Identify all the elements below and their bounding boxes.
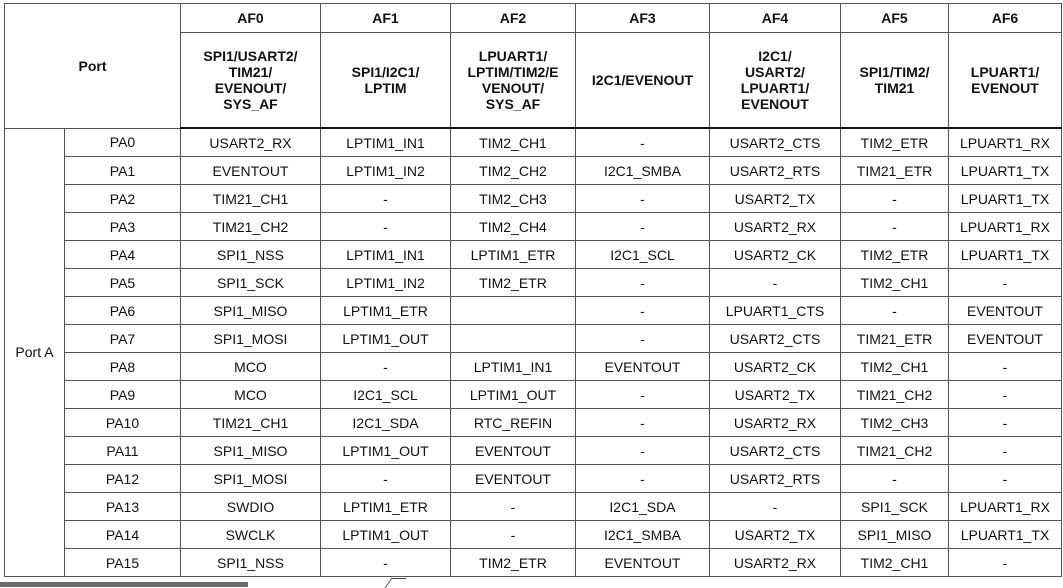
af-name-row xyxy=(5,4,1062,33)
af4-cell: USART2_CTS xyxy=(710,128,841,157)
table-row xyxy=(5,185,1062,213)
af3-cell: I2C1_SDA xyxy=(576,493,710,521)
af6-cell: EVENTOUT xyxy=(949,297,1062,325)
af6-cell: LPUART1_RX xyxy=(949,493,1062,521)
af4-cell: - xyxy=(710,269,841,297)
alternate-function-table xyxy=(4,3,1062,577)
table-row xyxy=(5,353,1062,381)
table-row xyxy=(5,128,1062,157)
table-row xyxy=(5,409,1062,437)
af6-functions: LPUART1/ EVENOUT xyxy=(949,33,1062,129)
table-header xyxy=(5,4,1062,129)
af2-cell: LPTIM1_IN1 xyxy=(451,353,576,381)
af0-cell: SPI1_MISO xyxy=(181,437,321,465)
af0-cell: SWCLK xyxy=(181,521,321,549)
af4-cell: USART2_CTS xyxy=(710,325,841,353)
af0-cell: SPI1_NSS xyxy=(181,549,321,577)
af1-cell: - xyxy=(321,185,451,213)
af1-cell: I2C1_SCL xyxy=(321,381,451,409)
af3-cell: - xyxy=(576,185,710,213)
af5-cell: TIM2_CH1 xyxy=(841,269,949,297)
af0-cell: SPI1_MOSI xyxy=(181,465,321,493)
af3-cell: - xyxy=(576,297,710,325)
af2-cell: TIM2_CH4 xyxy=(451,213,576,241)
table-row xyxy=(5,325,1062,353)
af5-cell: TIM21_ETR xyxy=(841,157,949,185)
table-row xyxy=(5,465,1062,493)
af5-cell: TIM21_CH2 xyxy=(841,381,949,409)
af4-cell: USART2_CK xyxy=(710,353,841,381)
af5-cell: - xyxy=(841,297,949,325)
af3-cell: - xyxy=(576,269,710,297)
af3-cell: I2C1_SMBA xyxy=(576,157,710,185)
table-row xyxy=(5,157,1062,185)
af5-header: AF5 xyxy=(841,4,949,33)
port-group-label: Port A xyxy=(5,128,65,577)
af2-cell: RTC_REFIN xyxy=(451,409,576,437)
pin-name-cell: PA8 xyxy=(65,353,181,381)
af5-cell: TIM21_CH2 xyxy=(841,437,949,465)
af4-cell: USART2_RX xyxy=(710,409,841,437)
af0-cell: SPI1_SCK xyxy=(181,269,321,297)
af3-header: AF3 xyxy=(576,4,710,33)
af6-cell: - xyxy=(949,437,1062,465)
pin-name-cell: PA4 xyxy=(65,241,181,269)
pin-name-cell: PA14 xyxy=(65,521,181,549)
af5-cell: TIM2_CH1 xyxy=(841,549,949,577)
af2-cell: TIM2_CH2 xyxy=(451,157,576,185)
pin-name-cell: PA0 xyxy=(65,128,181,157)
af0-header: AF0 xyxy=(181,4,321,33)
af0-cell: SPI1_MOSI xyxy=(181,325,321,353)
af4-functions: I2C1/ USART2/ LPUART1/ EVENOUT xyxy=(710,33,841,129)
af1-cell: I2C1_SDA xyxy=(321,409,451,437)
af2-cell: TIM2_ETR xyxy=(451,549,576,577)
af5-cell: SPI1_MISO xyxy=(841,521,949,549)
pin-name-cell: PA2 xyxy=(65,185,181,213)
af3-cell: - xyxy=(576,325,710,353)
af4-cell: USART2_RX xyxy=(710,213,841,241)
af0-cell: SPI1_MISO xyxy=(181,297,321,325)
af0-cell: EVENTOUT xyxy=(181,157,321,185)
pin-name-cell: PA12 xyxy=(65,465,181,493)
pin-name-cell: PA11 xyxy=(65,437,181,465)
af1-cell: LPTIM1_IN1 xyxy=(321,241,451,269)
pin-name-cell: PA5 xyxy=(65,269,181,297)
af3-cell: I2C1_SMBA xyxy=(576,521,710,549)
af1-cell: LPTIM1_IN2 xyxy=(321,269,451,297)
af1-cell: - xyxy=(321,353,451,381)
af4-cell: USART2_RTS xyxy=(710,465,841,493)
pin-name-cell: PA3 xyxy=(65,213,181,241)
af3-cell: - xyxy=(576,409,710,437)
af2-cell: LPTIM1_ETR xyxy=(451,241,576,269)
af3-cell: - xyxy=(576,381,710,409)
af1-cell: LPTIM1_OUT xyxy=(321,521,451,549)
af1-cell: LPTIM1_ETR xyxy=(321,493,451,521)
af2-cell: TIM2_CH3 xyxy=(451,185,576,213)
af6-cell: EVENTOUT xyxy=(949,325,1062,353)
af6-cell: LPUART1_RX xyxy=(949,128,1062,157)
footer-bar xyxy=(0,582,248,587)
pin-name-cell: PA7 xyxy=(65,325,181,353)
pin-name-cell: PA13 xyxy=(65,493,181,521)
af2-cell: LPTIM1_OUT xyxy=(451,381,576,409)
af5-cell: SPI1_SCK xyxy=(841,493,949,521)
af3-cell: - xyxy=(576,128,710,157)
af3-cell: I2C1_SCL xyxy=(576,241,710,269)
af1-cell: LPTIM1_IN1 xyxy=(321,128,451,157)
af4-cell: USART2_RX xyxy=(710,549,841,577)
af2-cell: - xyxy=(451,493,576,521)
table-row xyxy=(5,437,1062,465)
af5-cell: TIM2_CH1 xyxy=(841,353,949,381)
af4-cell: USART2_CTS xyxy=(710,437,841,465)
port-header: Port xyxy=(5,4,181,129)
af1-cell: LPTIM1_OUT xyxy=(321,437,451,465)
af4-cell: USART2_RTS xyxy=(710,157,841,185)
af6-cell: - xyxy=(949,465,1062,493)
af1-header: AF1 xyxy=(321,4,451,33)
af6-cell: - xyxy=(949,409,1062,437)
af1-cell: LPTIM1_IN2 xyxy=(321,157,451,185)
table-row xyxy=(5,213,1062,241)
af1-cell: - xyxy=(321,465,451,493)
af0-functions: SPI1/USART2/ TIM21/ EVENOUT/ SYS_AF xyxy=(181,33,321,129)
af5-cell: - xyxy=(841,465,949,493)
af4-cell: LPUART1_CTS xyxy=(710,297,841,325)
af6-cell: LPUART1_TX xyxy=(949,185,1062,213)
af2-header: AF2 xyxy=(451,4,576,33)
af0-cell: USART2_RX xyxy=(181,128,321,157)
af1-cell: LPTIM1_ETR xyxy=(321,297,451,325)
af0-cell: SWDIO xyxy=(181,493,321,521)
af3-cell: EVENTOUT xyxy=(576,549,710,577)
af3-cell: EVENTOUT xyxy=(576,353,710,381)
af1-cell: - xyxy=(321,549,451,577)
af5-functions: SPI1/TIM2/ TIM21 xyxy=(841,33,949,129)
table-row xyxy=(5,521,1062,549)
af0-cell: TIM21_CH1 xyxy=(181,185,321,213)
af2-cell: TIM2_ETR xyxy=(451,269,576,297)
af0-cell: MCO xyxy=(181,353,321,381)
af1-cell: - xyxy=(321,213,451,241)
af2-cell xyxy=(451,325,576,353)
af6-cell: LPUART1_RX xyxy=(949,213,1062,241)
table-row xyxy=(5,297,1062,325)
af0-cell: TIM21_CH1 xyxy=(181,409,321,437)
af4-header: AF4 xyxy=(710,4,841,33)
af3-cell: - xyxy=(576,437,710,465)
af5-cell: TIM21_ETR xyxy=(841,325,949,353)
af6-cell: - xyxy=(949,549,1062,577)
af4-cell: USART2_TX xyxy=(710,381,841,409)
pin-name-cell: PA10 xyxy=(65,409,181,437)
af6-cell: - xyxy=(949,381,1062,409)
af5-cell: TIM2_CH3 xyxy=(841,409,949,437)
af5-cell: TIM2_ETR xyxy=(841,241,949,269)
af6-cell: LPUART1_TX xyxy=(949,157,1062,185)
af1-cell: LPTIM1_OUT xyxy=(321,325,451,353)
af6-cell: LPUART1_TX xyxy=(949,241,1062,269)
table-body xyxy=(5,128,1062,577)
pin-name-cell: PA9 xyxy=(65,381,181,409)
table-row xyxy=(5,241,1062,269)
table-row xyxy=(5,381,1062,409)
af2-cell: - xyxy=(451,521,576,549)
af6-cell: - xyxy=(949,269,1062,297)
pin-name-cell: PA15 xyxy=(65,549,181,577)
table-row xyxy=(5,269,1062,297)
af6-cell: - xyxy=(949,353,1062,381)
af0-cell: TIM21_CH2 xyxy=(181,213,321,241)
af2-cell: EVENTOUT xyxy=(451,465,576,493)
af6-cell: LPUART1_TX xyxy=(949,521,1062,549)
af5-cell: TIM2_ETR xyxy=(841,128,949,157)
af2-cell: EVENTOUT xyxy=(451,437,576,465)
af4-cell: USART2_CK xyxy=(710,241,841,269)
pin-name-cell: PA6 xyxy=(65,297,181,325)
af0-cell: MCO xyxy=(181,381,321,409)
af2-cell: TIM2_CH1 xyxy=(451,128,576,157)
table-row xyxy=(5,549,1062,577)
af0-cell: SPI1_NSS xyxy=(181,241,321,269)
af3-cell: - xyxy=(576,213,710,241)
af4-cell: - xyxy=(710,493,841,521)
af5-cell: - xyxy=(841,185,949,213)
af3-functions: I2C1/EVENOUT xyxy=(576,33,710,129)
af3-cell: - xyxy=(576,465,710,493)
af4-cell: USART2_TX xyxy=(710,185,841,213)
pin-name-cell: PA1 xyxy=(65,157,181,185)
af2-cell xyxy=(451,297,576,325)
af4-cell: USART2_TX xyxy=(710,521,841,549)
af2-functions: LPUART1/ LPTIM/TIM2/E VENOUT/ SYS_AF xyxy=(451,33,576,129)
af6-header: AF6 xyxy=(949,4,1062,33)
table-row xyxy=(5,493,1062,521)
af5-cell: - xyxy=(841,213,949,241)
af1-functions: SPI1/I2C1/ LPTIM xyxy=(321,33,451,129)
